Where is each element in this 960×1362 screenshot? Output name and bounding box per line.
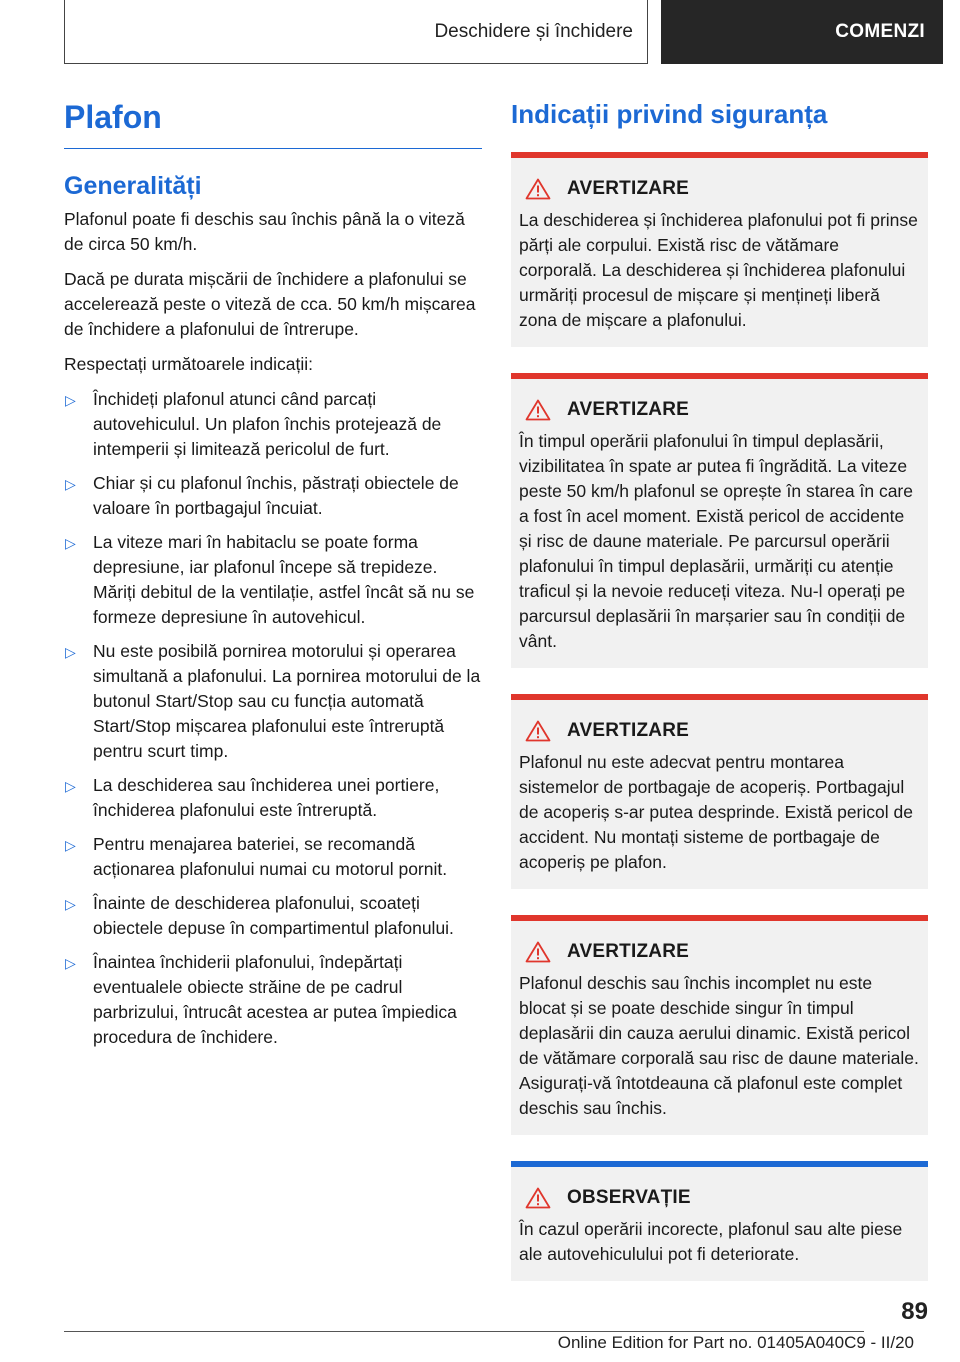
bullet-text: Nu este posibilă pornirea motorului și operarea simultană a plafonului. La pornirea motorului de la butonul Start/Stop sau cu funcția automată Start/Stop mișcarea plafonului este întreruptă pentru scurt timp. (93, 641, 481, 762)
triangle-right-outline-icon: ▷ (65, 535, 76, 552)
bullet-text: La viteze mari în habitaclu se poate forma depresiune, iar plafonul începe să trepideze. Măriți debitul de la ventilație, astfel încât să nu se formeze depresiune în autovehicul. (93, 532, 475, 628)
bullet-item (64, 950, 482, 1050)
footer-divider (64, 1331, 864, 1332)
warning-box (511, 373, 928, 668)
warning-text: Plafonul deschis sau închis incomplet nu este blocat și se poate deschide singur în timpul deplasării din cauza aerului dinamic. Există pericol de vătămare corporală sau risc de daune materiale. Asigurați-vă întotdeauna că plafonul este complet deschis sau închis. (519, 972, 919, 1118)
notice-text: În cazul operării incorecte, plafonul sau alte piese ale autovehiculului pot fi deteriorate. (519, 1218, 903, 1264)
left-column (64, 98, 482, 1059)
warning-header (519, 720, 920, 742)
bullet-text: Înainte de deschiderea plafonului, scoateți obiectele depuse în compartimentul plafonului. (93, 893, 454, 939)
triangle-right-outline-icon: ▷ (65, 644, 76, 661)
page-number: 89 (901, 1298, 928, 1325)
warning-triangle-icon (525, 178, 551, 200)
warning-header (519, 399, 920, 421)
safety-title: Indicații privind siguranța (511, 99, 828, 129)
bullet-list (64, 387, 482, 1050)
header-chapter-label: COMENZI (835, 21, 925, 42)
bullet-item (64, 530, 482, 630)
paragraph: Dacă pe durata mișcării de închidere a plafonului se accelerează peste o viteză de cca. 50 km/h mișcarea de închidere a plafonului de întrerupe. (64, 269, 476, 340)
notice-header (519, 1187, 920, 1209)
bullet-text: La deschiderea sau închiderea unei portiere, închiderea plafonului este întreruptă. (93, 775, 440, 821)
warning-label: AVERTIZARE (567, 719, 689, 741)
header-section-label: Deschidere și închidere (434, 20, 633, 42)
triangle-right-outline-icon: ▷ (65, 392, 76, 409)
paragraph: Respectați următoarele indicații: (64, 354, 314, 375)
warning-header (519, 178, 920, 200)
bullet-item (64, 471, 482, 521)
warning-triangle-icon (525, 720, 551, 742)
notice-label: OBSERVAȚIE (567, 1186, 691, 1208)
bullet-item (64, 891, 482, 941)
paragraph: Plafonul poate fi deschis sau închis până la o viteză de circa 50 km/h. (64, 209, 465, 255)
notice-box (511, 1161, 928, 1281)
bullet-item (64, 832, 482, 882)
bullet-text: Chiar și cu plafonul închis, păstrați obiectele de valoare în portbagajul încuiat. (93, 473, 459, 519)
bullet-text: Închideți plafonul atunci când parcați autovehiculul. Un plafon închis protejează de intemperii și limitează pericolul de furt. (93, 389, 442, 460)
warning-box (511, 152, 928, 347)
page-title: Plafon (64, 98, 482, 149)
section-title: Generalități (64, 172, 202, 201)
warning-label: AVERTIZARE (567, 940, 689, 962)
triangle-right-outline-icon: ▷ (65, 476, 76, 493)
warning-text: La deschiderea și închiderea plafonului pot fi prinse părți ale corpului. Există risc de vătămare corporală. La deschiderea și închiderea plafonului urmăriți procesul de mișcare și mențineți liberă zona de mișcare a plafonului. (519, 209, 918, 330)
edition-note: Online Edition for Part no. 01405A040C9 - II/20 (557, 1333, 914, 1352)
warning-label: AVERTIZARE (567, 177, 689, 199)
warning-triangle-icon (525, 941, 551, 963)
bullet-item (64, 387, 482, 462)
right-column (511, 98, 928, 1281)
triangle-right-outline-icon: ▷ (65, 837, 76, 854)
warning-text: În timpul operării plafonului în timpul deplasării, vizibilitatea în spate ar putea fi îngrădită. La viteze peste 50 km/h plafonul se oprește în starea în care a fost în acel moment. Există pericol de accidente și risc de daune materiale. Pe parcursul operării plafonului în timpul deplasării, urmăriți cu atenție traficul și la nevoie reduceți viteza. Nu-l operați pe parcursul deplasării în marșarier sau în condiții de vânt. (519, 430, 913, 651)
header-chapter-tab (661, 0, 943, 64)
triangle-right-outline-icon: ▷ (65, 778, 76, 795)
warning-triangle-icon (525, 399, 551, 421)
header-section-tab (64, 0, 648, 64)
warning-box (511, 915, 928, 1135)
warning-label: AVERTIZARE (567, 398, 689, 420)
triangle-right-outline-icon: ▷ (65, 896, 76, 913)
bullet-text: Pentru menajarea bateriei, se recomandă acționarea plafonului numai cu motorul pornit. (93, 834, 448, 880)
warning-triangle-icon (525, 1187, 551, 1209)
triangle-right-outline-icon: ▷ (65, 955, 76, 972)
warning-header (519, 941, 920, 963)
warning-text: Plafonul nu este adecvat pentru montarea sistemelor de portbagaje de acoperiș. Portbagajul de acoperiș s-ar putea desprinde. Există pericol de accident. Nu montați sisteme de portbagaje de acoperiș pe plafon. (519, 751, 913, 872)
bullet-text: Înaintea închiderii plafonului, îndepărtați eventualele obiecte străine de pe cadrul parbrizului, întrucât acestea ar putea împiedica procedura de închidere. (93, 952, 457, 1048)
warning-box (511, 694, 928, 889)
bullet-item (64, 773, 482, 823)
bullet-item (64, 639, 482, 764)
